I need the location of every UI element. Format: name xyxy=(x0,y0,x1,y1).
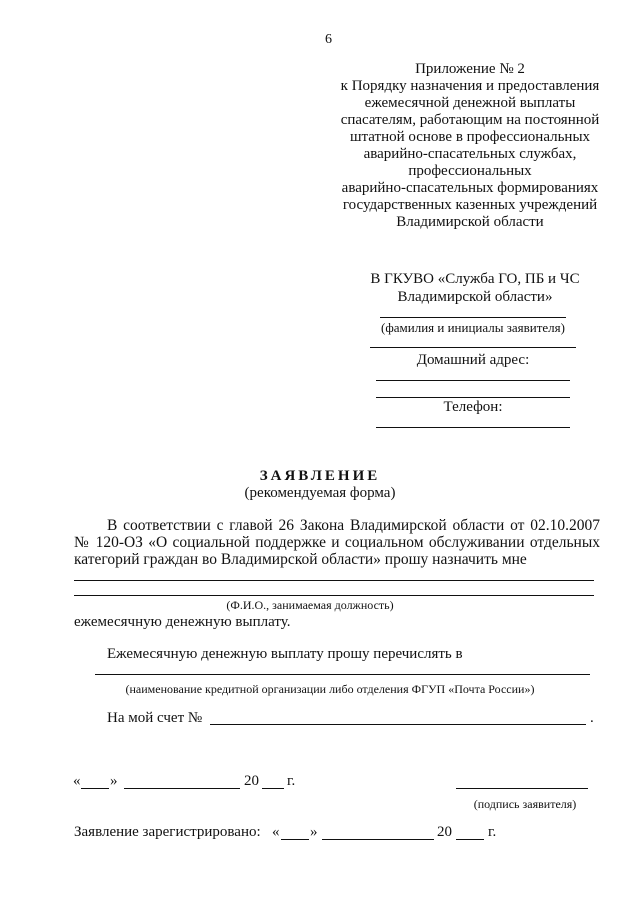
appendix-line-2: к Порядку назначения и предоставления xyxy=(340,78,600,94)
registered-label: Заявление зарегистрировано: xyxy=(74,824,261,840)
applicant-name-line-2[interactable] xyxy=(370,347,576,348)
account-end-dot: . xyxy=(590,710,594,726)
signature-line[interactable] xyxy=(456,788,588,789)
document-subtitle: (рекомендуемая форма) xyxy=(244,485,396,501)
date-open-quote: « xyxy=(73,773,81,789)
appendix-line-10: Владимирской области xyxy=(396,214,544,230)
reg-day-line[interactable] xyxy=(281,839,309,840)
appendix-line-8: аварийно-спасательных формированиях xyxy=(341,180,599,196)
page-number: 6 xyxy=(325,32,332,47)
date-year-line[interactable] xyxy=(262,788,284,789)
home-address-line-1[interactable] xyxy=(376,380,570,381)
applicant-name-hint: (фамилия и инициалы заявителя) xyxy=(381,320,565,335)
date-close-quote: » xyxy=(110,773,118,789)
reg-open-quote: « xyxy=(272,824,280,840)
date-day-line[interactable] xyxy=(81,788,109,789)
paragraph-line-2: № 120-ОЗ «О социальной поддержке и социальном обслуживании отдельных xyxy=(74,534,600,551)
reg-year-prefix: 20 xyxy=(437,824,452,840)
signature-hint: (подпись заявителя) xyxy=(473,797,577,811)
account-number-line[interactable] xyxy=(210,724,586,725)
appendix-line-5: штатной основе в профессиональных xyxy=(349,129,591,145)
fio-line-2[interactable] xyxy=(74,595,594,596)
phone-line[interactable] xyxy=(376,427,570,428)
reg-close-quote: » xyxy=(310,824,318,840)
date-month-line[interactable] xyxy=(124,788,240,789)
applicant-name-line[interactable] xyxy=(380,317,566,318)
appendix-line-9: государственных казенных учреждений xyxy=(342,197,598,213)
appendix-line-4: спасателям, работающим на постоянной xyxy=(340,112,600,128)
appendix-line-7: профессиональных xyxy=(408,163,532,179)
paragraph-line-3: категорий граждан во Владимирской области» прошу назначить мне xyxy=(74,551,527,568)
transfer-request-text: Ежемесячную денежную выплату прошу перечислять в xyxy=(107,646,463,662)
reg-month-line[interactable] xyxy=(322,839,434,840)
appendix-line-6: аварийно-спасательных службах, xyxy=(363,146,577,162)
document-heading: ЗАЯВЛЕНИЕ xyxy=(259,468,381,484)
bank-line[interactable] xyxy=(95,674,590,675)
bank-hint: (наименование кредитной организации либо отделения ФГУП «Почта России») xyxy=(125,682,535,696)
paragraph-line-1: В соответствии с главой 26 Закона Владимирской области от 02.10.2007 xyxy=(107,517,600,534)
fio-line-1[interactable] xyxy=(74,580,594,581)
appendix-line-3: ежемесячной денежной выплаты xyxy=(364,95,576,111)
date-year-suffix: г. xyxy=(287,773,296,789)
account-label: На мой счет № xyxy=(107,710,203,726)
reg-year-suffix: г. xyxy=(488,824,497,840)
addressee-line-2: Владимирской области» xyxy=(397,289,553,305)
phone-label: Телефон: xyxy=(443,399,503,415)
appendix-line-1: Приложение № 2 xyxy=(415,61,525,77)
addressee-line-1: В ГКУВО «Служба ГО, ПБ и ЧС xyxy=(370,271,580,287)
fio-hint: (Ф.И.О., занимаемая должность) xyxy=(226,598,394,612)
home-address-label: Домашний адрес: xyxy=(416,352,530,368)
monthly-payment-text: ежемесячную денежную выплату. xyxy=(74,614,291,630)
date-year-prefix: 20 xyxy=(244,773,259,789)
reg-year-line[interactable] xyxy=(456,839,484,840)
